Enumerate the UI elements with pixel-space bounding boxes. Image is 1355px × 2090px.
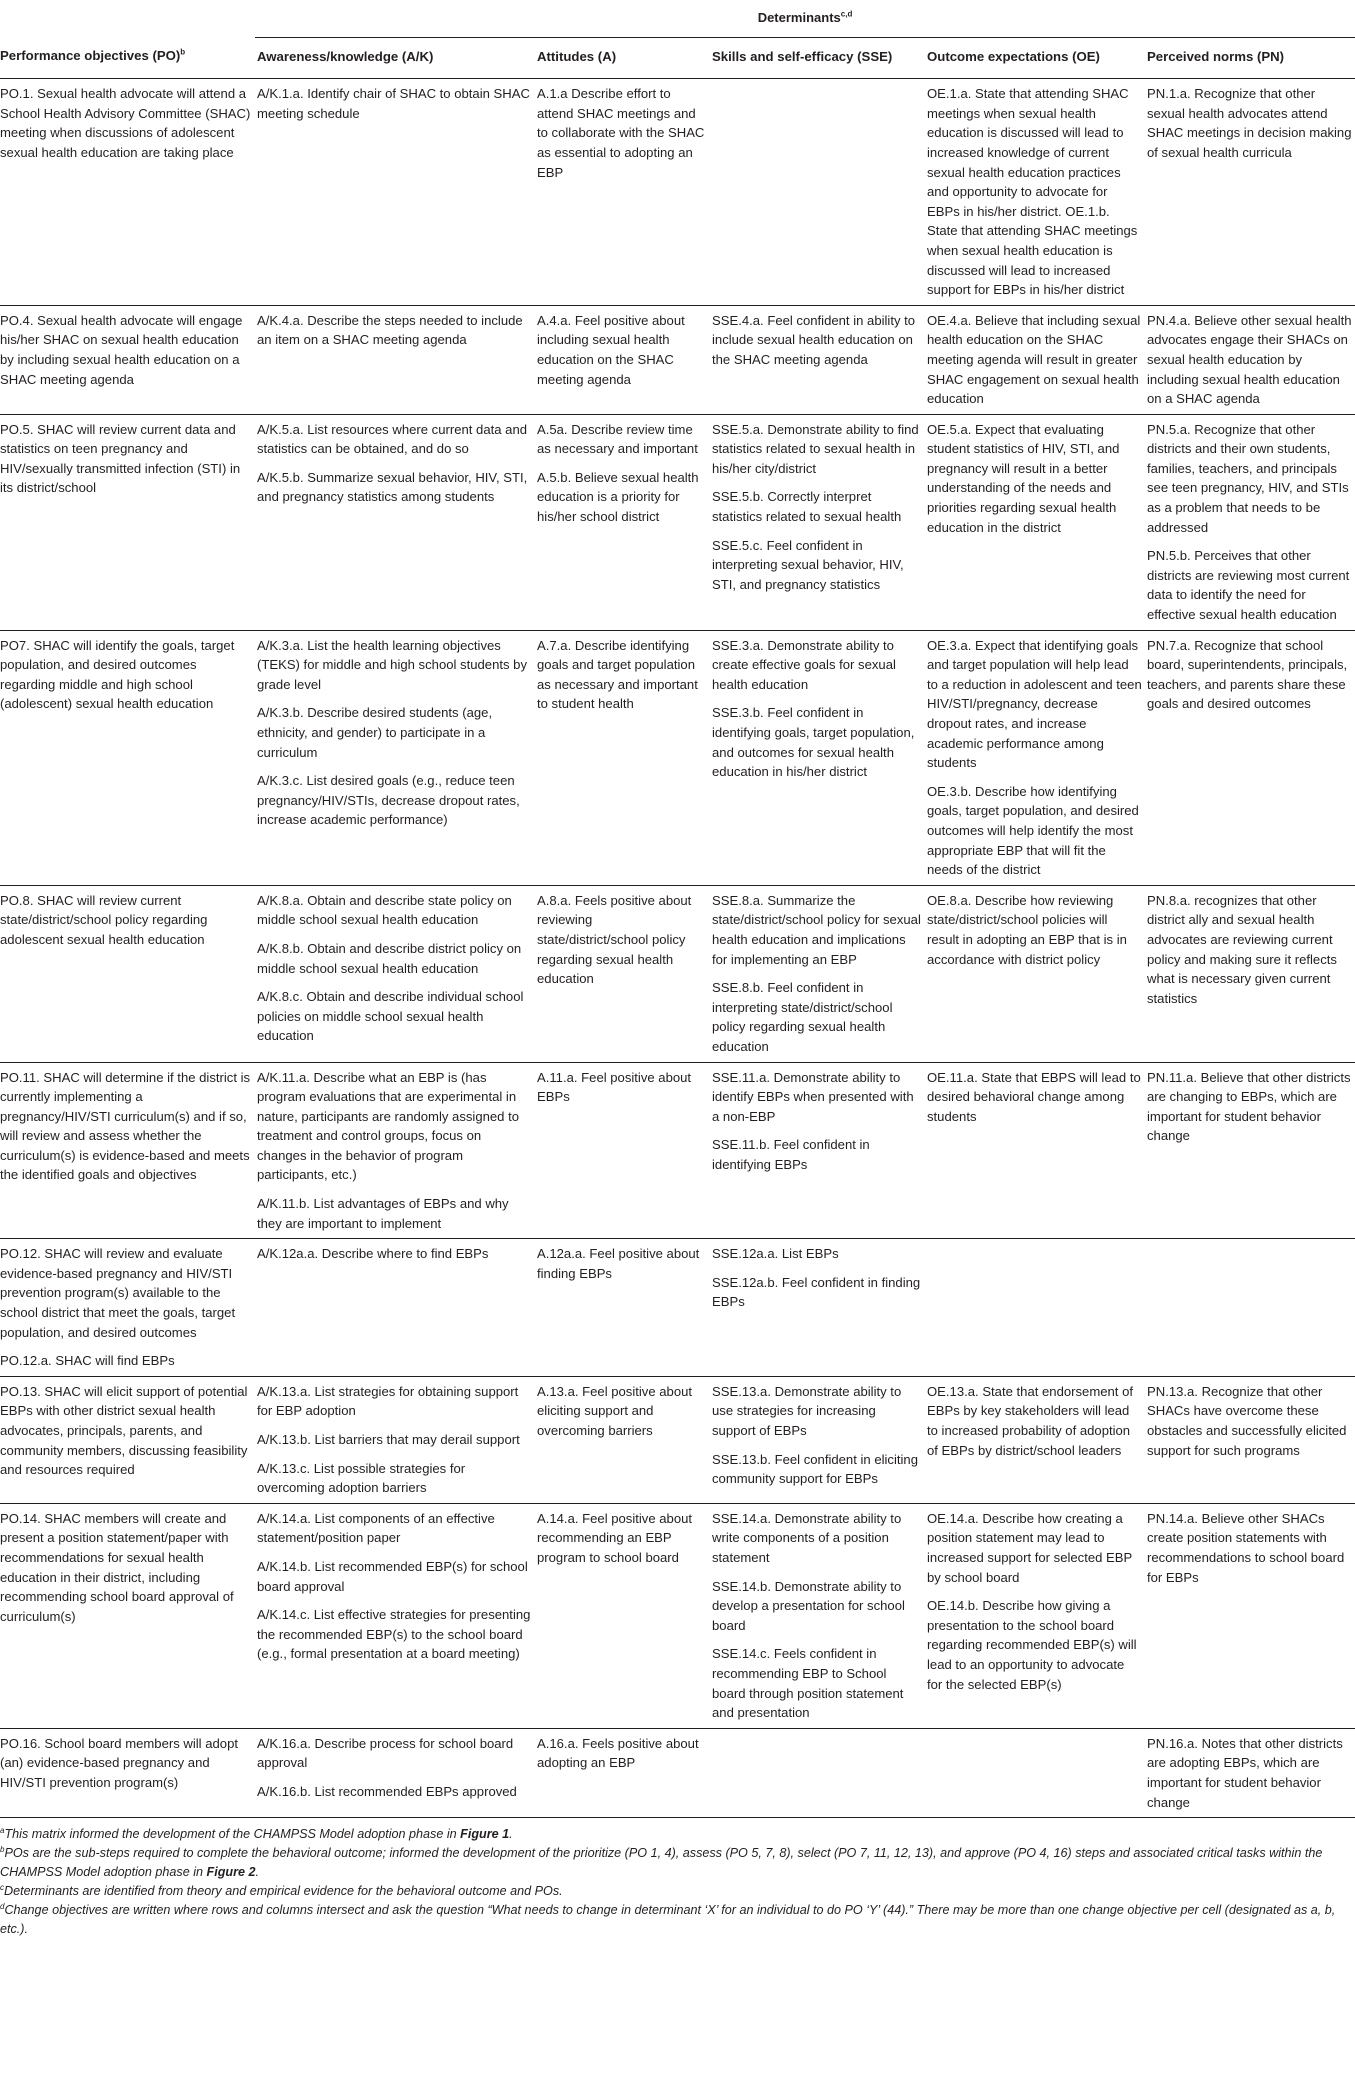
change-objective: A/K.11.b. List advantages of EBPs and why they are important to implement	[257, 1196, 509, 1231]
change-objective: PN.13.a. Recognize that other SHACs have overcome these obstacles and successfully elicited support for such programs	[1147, 1383, 1347, 1458]
change-objective: A/K.5.a. List resources where current data and statistics can be obtained, and do so	[257, 421, 528, 457]
change-objective: PN.1.a. Recognize that other sexual health advocates attend SHAC meetings in decision making of sexual health curricula	[1147, 86, 1352, 160]
column-header-row	[0, 37, 1355, 79]
table-row	[0, 630, 1355, 885]
cell-oe	[925, 630, 1145, 885]
column-header-label: Skills and self-efficacy (SSE)	[712, 48, 893, 64]
footnote-marker: c	[0, 1882, 4, 1892]
change-objective: A.4.a. Feel positive about including sexual health education on the SHAC meeting agenda	[537, 312, 685, 387]
performance-objective: PO.12.a. SHAC will find EBPs	[0, 1353, 175, 1369]
table-header	[0, 6, 1355, 79]
cell-pn	[1145, 414, 1355, 630]
cell-a	[535, 79, 710, 306]
column-header-label: Outcome expectations (OE)	[927, 48, 1100, 64]
cell-sse	[710, 1728, 925, 1817]
change-objective: OE.14.b. Describe how giving a presentation to the school board regarding recommended EBP(s) will lead to an opportunity to advocate for the selected EBP(s)	[927, 1598, 1137, 1692]
cell-ak	[255, 1062, 535, 1239]
table-row	[0, 1503, 1355, 1728]
change-objective: OE.8.a. Describe how reviewing state/district/school policies will result in adopting an EBP that is in accordance with district policy	[927, 892, 1127, 967]
change-objective: A/K.13.a. List strategies for obtaining support for EBP adoption	[257, 1383, 519, 1419]
change-objective: A.8.a. Feels positive about reviewing state/district/school policy regarding sexual health education	[537, 892, 692, 987]
cell-po	[0, 79, 255, 306]
cell-sse	[710, 1376, 925, 1503]
cell-ak	[255, 1728, 535, 1817]
cell-pn	[1145, 1062, 1355, 1239]
cell-a	[535, 1728, 710, 1817]
cell-sse	[710, 1503, 925, 1728]
performance-objective: PO.14. SHAC members will create and present a position statement/paper with recommendations for sexual health education in their district, including recommending school board approval of curriculum(s)	[0, 1510, 234, 1624]
change-objective: A/K.1.a. Identify chair of SHAC to obtain SHAC meeting schedule	[257, 86, 530, 121]
change-objective: PN.7.a. Recognize that school board, superintendents, principals, teachers, and parents share these goals and desired outcomes	[1147, 637, 1348, 712]
change-objective: PN.11.a. Believe that other districts are changing to EBPs, which are important for student behavior change	[1147, 1069, 1351, 1144]
cell-oe	[925, 1728, 1145, 1817]
change-objective: A/K.14.c. List effective strategies for presenting the recommended EBP(s) to the school board (e.g., formal presentation at a board meeting)	[257, 1607, 531, 1662]
change-objective: SSE.8.a. Summarize the state/district/school policy for sexual health education and implications for implementing an EBP	[712, 892, 921, 967]
footnote-c	[0, 1882, 1355, 1901]
cell-sse	[710, 1239, 925, 1377]
cell-oe	[925, 414, 1145, 630]
determinants-header-row	[0, 6, 1355, 37]
change-objective: A/K.4.a. Describe the steps needed to include an item on a SHAC meeting agenda	[257, 312, 523, 348]
footnote-marker: a	[0, 1825, 5, 1835]
cell-po	[0, 1062, 255, 1239]
cell-a	[535, 1503, 710, 1728]
footnote-text: This matrix informed the development of the CHAMPSS Model adoption phase in	[4, 1827, 461, 1842]
change-objectives-matrix	[0, 6, 1355, 1818]
change-objective: A.7.a. Describe identifying goals and target population as necessary and important to student health	[537, 637, 698, 712]
cell-po	[0, 1728, 255, 1817]
figure-reference-link[interactable]: Figure 1	[460, 1827, 510, 1842]
cell-pn	[1145, 630, 1355, 885]
footnote-marker: b	[0, 1844, 5, 1854]
cell-po	[0, 885, 255, 1062]
cell-ak	[255, 1376, 535, 1503]
table-row	[0, 1062, 1355, 1239]
column-header-pn	[1145, 37, 1355, 79]
cell-oe	[925, 885, 1145, 1062]
change-objective: A/K.8.c. Obtain and describe individual school policies on middle school sexual health education	[257, 989, 524, 1044]
determinants-label: Determinants	[757, 10, 841, 25]
cell-ak	[255, 414, 535, 630]
change-objective: A.1.a Describe effort to attend SHAC meetings and to collaborate with the SHAC as essential to adopting an EBP	[537, 86, 705, 180]
change-objective: SSE.3.b. Feel confident in identifying goals, target population, and outcomes for sexual health education in his/her district	[712, 705, 915, 780]
performance-objective: PO.1. Sexual health advocate will attend a School Health Advisory Committee (SHAC) meeting when discussions of adolescent sexual health education are taking place	[0, 86, 251, 160]
footnote-text: Determinants are identified from theory and empirical evidence for the behavioral outcome and POs.	[4, 1884, 563, 1899]
change-objective: A/K.14.b. List recommended EBP(s) for school board approval	[257, 1558, 528, 1594]
table-body	[0, 79, 1355, 1818]
table-row	[0, 1376, 1355, 1503]
change-objective: SSE.14.b. Demonstrate ability to develop a presentation for school board	[712, 1578, 905, 1633]
cell-po	[0, 305, 255, 414]
change-objective: OE.5.a. Expect that evaluating student statistics of HIV, STI, and pregnancy will result in a better understanding of the needs and priorities regarding sexual health education in the district	[927, 421, 1120, 535]
change-objective: SSE.5.c. Feel confident in interpreting sexual behavior, HIV, STI, and pregnancy statistics	[712, 537, 904, 592]
change-objective: SSE.12a.a. List EBPs	[712, 1246, 839, 1262]
change-objective: SSE.14.a. Demonstrate ability to write components of a position statement	[712, 1510, 902, 1565]
cell-sse	[710, 305, 925, 414]
cell-pn	[1145, 79, 1355, 306]
footnote-text: Change objectives are written where rows and columns intersect and ask the question “What needs to change in determinant ‘X’ for an individual to do PO ‘Y’ (	[4, 1903, 888, 1918]
determinants-heading	[255, 6, 1355, 37]
cell-oe	[925, 1376, 1145, 1503]
change-objective: PN.5.b. Perceives that other districts are reviewing most current data to identify the need for effective sexual health education	[1147, 548, 1350, 623]
column-header-ak	[255, 37, 535, 79]
cell-oe	[925, 1062, 1145, 1239]
citation-link[interactable]: 44	[887, 1903, 902, 1918]
table-row	[0, 1728, 1355, 1817]
footnote-text: .	[255, 1865, 260, 1880]
cell-po	[0, 1376, 255, 1503]
cell-ak	[255, 305, 535, 414]
cell-sse	[710, 414, 925, 630]
cell-ak	[255, 630, 535, 885]
table-row	[0, 885, 1355, 1062]
change-objective: A/K.11.a. Describe what an EBP is (has program evaluations that are experimental in nature, participants are randomly assigned to treatment and control groups, focus on changes in the behavior of program participants, etc.)	[257, 1069, 520, 1183]
column-footnote-marker: b	[180, 47, 186, 57]
change-objective: PN.16.a. Notes that other districts are adopting EBPs, which are important for student behavior change	[1147, 1735, 1343, 1810]
footnote-marker: d	[0, 1901, 5, 1911]
cell-a	[535, 414, 710, 630]
column-header-label: Perceived norms (PN)	[1147, 48, 1285, 64]
footnote-b	[0, 1844, 1355, 1882]
change-objective: A/K.14.a. List components of an effective statement/position paper	[257, 1510, 495, 1546]
cell-oe	[925, 1503, 1145, 1728]
cell-pn	[1145, 1376, 1355, 1503]
change-objective: SSE.5.a. Demonstrate ability to find statistics related to sexual health in his/her city/district	[712, 421, 919, 476]
change-objective: A/K.8.a. Obtain and describe state policy on middle school sexual health education	[257, 892, 512, 928]
cell-a	[535, 1239, 710, 1377]
determinants-footnote-marker: c,d	[840, 9, 853, 19]
cell-oe	[925, 79, 1145, 306]
change-objective: PN.8.a. recognizes that other district ally and sexual health advocates are reviewing current policy and making sure it reflects what is necessary given current statistics	[1147, 892, 1337, 1006]
change-objective: A.5a. Describe review time as necessary and important	[537, 421, 698, 457]
performance-objective: PO.4. Sexual health advocate will engage his/her SHAC on sexual health education by including sexual health education on a SHAC meeting agenda	[0, 312, 243, 387]
change-objective: A.16.a. Feels positive about adopting an EBP	[537, 1735, 699, 1771]
change-objective: A.11.a. Feel positive about EBPs	[537, 1069, 692, 1105]
performance-objective: PO.8. SHAC will review current state/district/school policy regarding adolescent sexual health education	[0, 892, 208, 947]
performance-objective: PO.11. SHAC will determine if the district is currently implementing a pregnancy/HIV/STI curriculum(s) and if so, will review and assess whether the curriculum(s) is evidence-based and meets the identified goals and objectives	[0, 1069, 251, 1183]
figure-reference-link[interactable]: Figure 2	[206, 1865, 256, 1880]
change-objective: OE.13.a. State that endorsement of EBPs by key stakeholders will lead to increased probability of adoption of EBPs by district/school leaders	[927, 1383, 1133, 1458]
cell-sse	[710, 79, 925, 306]
table-row	[0, 414, 1355, 630]
change-objective: OE.3.a. Expect that identifying goals and target population will help lead to a reduction in adolescent and teen HIV/STI/pregnancy, decrease dropout rates, and increase academic performance among students	[927, 637, 1142, 771]
cell-pn	[1145, 305, 1355, 414]
change-objective: SSE.8.b. Feel confident in interpreting state/district/school policy regarding sexual health education	[712, 980, 893, 1054]
change-objective: A/K.13.c. List possible strategies for overcoming adoption barriers	[257, 1460, 466, 1496]
change-objective: PN.14.a. Believe other SHACs create position statements with recommendations to school board for EBPs	[1147, 1510, 1345, 1585]
performance-objective: PO.16. School board members will adopt (an) evidence-based pregnancy and HIV/STI prevention program(s)	[0, 1735, 238, 1790]
cell-a	[535, 1062, 710, 1239]
cell-pn	[1145, 1728, 1355, 1817]
performance-objective: PO.13. SHAC will elicit support of potential EBPs with other district sexual health advocates, principals, parents, and community members, discussing feasibility and resources required	[0, 1383, 248, 1478]
cell-ak	[255, 885, 535, 1062]
column-header-label: Performance objectives (PO)	[0, 48, 181, 64]
change-objective: OE.14.a. Describe how creating a position statement may lead to increased support for selected EBP by school board	[927, 1510, 1133, 1585]
cell-po	[0, 1239, 255, 1377]
change-objective: A/K.3.c. List desired goals (e.g., reduce teen pregnancy/HIV/STIs, decrease dropout rates, increase academic performance)	[257, 773, 520, 828]
change-objective: SSE.4.a. Feel confident in ability to include sexual health education on the SHAC meeting agenda	[712, 312, 916, 367]
footnote-text: ).” There may be more than one change objective per cell (designated as a, b, etc.).	[0, 1903, 1336, 1937]
change-objective: OE.11.a. State that EBPS will lead to desired behavioral change among students	[927, 1069, 1141, 1124]
footnote-text: .	[509, 1827, 513, 1842]
change-objective: A/K.8.b. Obtain and describe district policy on middle school sexual health education	[257, 940, 522, 976]
footnote-a	[0, 1825, 1355, 1844]
cell-sse	[710, 630, 925, 885]
cell-a	[535, 1376, 710, 1503]
cell-sse	[710, 885, 925, 1062]
change-objective: A.5.b. Believe sexual health education is a priority for his/her school district	[537, 469, 699, 525]
change-objective: A/K.3.b. Describe desired students (age, ethnicity, and gender) to participate in a curriculum	[257, 705, 493, 760]
column-header-a	[535, 37, 710, 79]
change-objective: A/K.16.a. Describe process for school board approval	[257, 1735, 514, 1771]
column-header-sse	[710, 37, 925, 79]
change-objective: SSE.5.b. Correctly interpret statistics related to sexual health	[712, 489, 902, 525]
cell-ak	[255, 1239, 535, 1377]
cell-pn	[1145, 1503, 1355, 1728]
cell-po	[0, 1503, 255, 1728]
column-header-label: Attitudes (A)	[537, 48, 617, 64]
change-objective: A/K.12a.a. Describe where to find EBPs	[257, 1246, 489, 1262]
column-header-po	[0, 37, 255, 79]
cell-pn	[1145, 1239, 1355, 1377]
change-objective: A.12a.a. Feel positive about finding EBPs	[537, 1246, 700, 1281]
table-row	[0, 79, 1355, 306]
column-header-oe	[925, 37, 1145, 79]
change-objective: OE.4.a. Believe that including sexual health education on the SHAC meeting agenda will result in greater SHAC engagement on sexual health education	[927, 312, 1141, 407]
cell-sse	[710, 1062, 925, 1239]
change-objective: SSE.12a.b. Feel confident in finding EBPs	[712, 1274, 921, 1310]
table-row	[0, 1239, 1355, 1377]
change-objective: A/K.5.b. Summarize sexual behavior, HIV, STI, and pregnancy statistics among students	[257, 469, 528, 505]
table-row	[0, 305, 1355, 414]
change-objective: SSE.13.a. Demonstrate ability to use strategies for increasing support of EBPs	[712, 1383, 902, 1438]
table-footnotes	[0, 1818, 1355, 1939]
change-objective: OE.1.a. State that attending SHAC meetings when sexual health education is discussed will lead to increased knowledge of current sexual health education practices and opportunity to advocate for EBPs in his/her district. OE.1.b. State that attending SHAC meetings when sexual health education is discussed will lead to increased support for EBPs in his/her district	[927, 86, 1138, 298]
column-header-label: Awareness/knowledge (A/K)	[257, 48, 434, 64]
change-objective: SSE.11.b. Feel confident in identifying EBPs	[712, 1137, 870, 1172]
footnote-text: POs are the sub-steps required to complete the behavioral outcome; informed the development of the prioritize (PO 1, 4), assess (PO 5, 7, 8), select (PO 7, 11, 12, 13), and approve (PO 4, 16) steps and associated critical tasks within the CHAMPSS Model adoption phase in	[0, 1846, 1323, 1880]
change-objective: A.13.a. Feel positive about eliciting support and overcoming barriers	[537, 1383, 693, 1438]
change-objective: OE.3.b. Describe how identifying goals, target population, and desired outcomes will help identify the most appropriate EBP that will fit the needs of the district	[927, 783, 1139, 878]
change-objective: SSE.14.c. Feels confident in recommending EBP to School board through position statement and presentation	[712, 1646, 904, 1721]
footnote-d	[0, 1901, 1355, 1939]
cell-a	[535, 885, 710, 1062]
change-objective: SSE.11.a. Demonstrate ability to identify EBPs when presented with a non-EBP	[712, 1069, 914, 1124]
cell-oe	[925, 1239, 1145, 1377]
cell-ak	[255, 1503, 535, 1728]
change-objective: SSE.3.a. Demonstrate ability to create effective goals for sexual health education	[712, 637, 896, 692]
change-objective: A/K.16.b. List recommended EBPs approved	[257, 1783, 517, 1799]
performance-objective: PO7. SHAC will identify the goals, target population, and desired outcomes regarding middle and high school (adolescent) sexual health education	[0, 637, 235, 712]
change-objective: PN.5.a. Recognize that other districts and their own students, families, teachers, and principals see teen pregnancy, HIV, and STIs as a problem that needs to be addressed	[1147, 421, 1349, 535]
header-spacer	[0, 6, 255, 37]
performance-objective: PO.12. SHAC will review and evaluate evidence-based pregnancy and HIV/STI prevention program(s) available to the school district that meet the goals, target population, and desired outcomes	[0, 1246, 236, 1340]
cell-po	[0, 414, 255, 630]
cell-ak	[255, 79, 535, 306]
cell-oe	[925, 305, 1145, 414]
performance-objective: PO.5. SHAC will review current data and statistics on teen pregnancy and HIV/sexually transmitted infection (STI) in its district/school	[0, 421, 241, 496]
cell-a	[535, 630, 710, 885]
cell-po	[0, 630, 255, 885]
change-objective: A.14.a. Feel positive about recommending an EBP program to school board	[537, 1510, 693, 1565]
cell-pn	[1145, 885, 1355, 1062]
change-objective: A/K.13.b. List barriers that may derail support	[257, 1432, 520, 1447]
change-objective: A/K.3.a. List the health learning objectives (TEKS) for middle and high school students by grade level	[257, 637, 528, 692]
change-objective: SSE.13.b. Feel confident in eliciting community support for EBPs	[712, 1451, 918, 1487]
cell-a	[535, 305, 710, 414]
change-objective: PN.4.a. Believe other sexual health advocates engage their SHACs on sexual health education by including sexual health education on a SHAC agenda	[1147, 312, 1352, 407]
